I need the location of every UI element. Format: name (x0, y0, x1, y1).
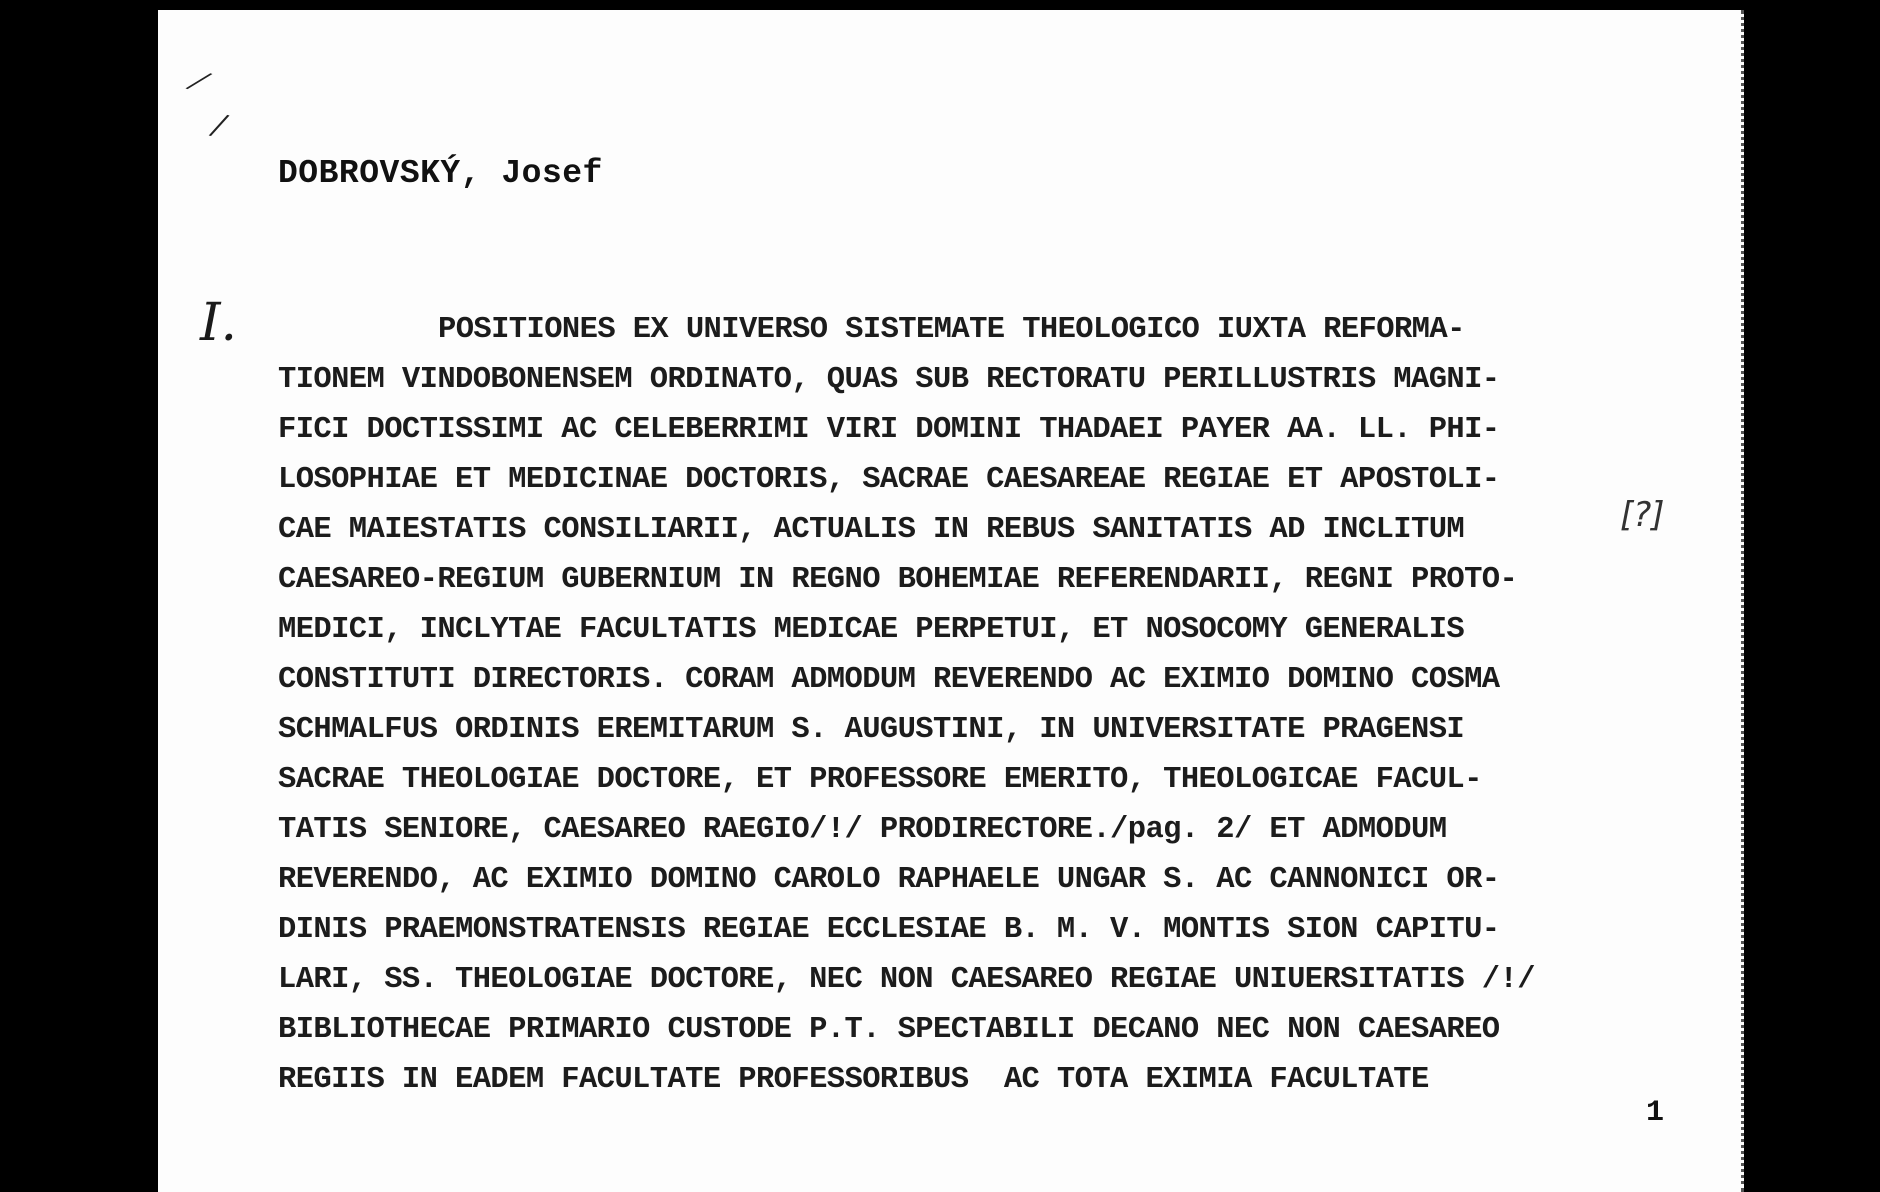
text-line: REVERENDO, AC EXIMIO DOMINO CAROLO RAPHAELE UNGAR S. AC CANNONICI OR- (278, 863, 1500, 897)
scan-edge-artifact (1737, 10, 1744, 1192)
text-line: MEDICI, INCLYTAE FACULTATIS MEDICAE PERPETUI, ET NOSOCOMY GENERALIS (278, 613, 1465, 647)
text-line: LARI, SS. THEOLOGIAE DOCTORE, NEC NON CAESAREO REGIAE UNIUERSITATIS /!/ (278, 963, 1535, 997)
text-line: TIONEM VINDOBONENSEM ORDINATO, QUAS SUB RECTORATU PERILLUSTRIS MAGNI- (278, 363, 1500, 397)
pencil-mark: ⁄ (190, 65, 207, 100)
text-line: CONSTITUTI DIRECTORIS. CORAM ADMODUM REVERENDO AC EXIMIO DOMINO COSMA (278, 663, 1500, 697)
author-heading: DOBROVSKÝ, Josef (278, 155, 603, 192)
text-line: DINIS PRAEMONSTRATENSIS REGIAE ECCLESIAE B. M. V. MONTIS SION CAPITU- (278, 913, 1500, 947)
text-line: CAE MAIESTATIS CONSILIARII, ACTUALIS IN REBUS SANITATIS AD INCLITUM (278, 513, 1465, 547)
margin-annotation: [?] (1620, 495, 1665, 535)
text-line: REGIIS IN EADEM FACULTATE PROFESSORIBUS AC TOTA EXIMIA FACULTATE (278, 1063, 1429, 1097)
pencil-mark-2: / (209, 107, 229, 144)
text-line: POSITIONES EX UNIVERSO SISTEMATE THEOLOGICO IUXTA REFORMA- (438, 313, 1465, 347)
text-line: FICI DOCTISSIMI AC CELEBERRIMI VIRI DOMINI THADAEI PAYER AA. LL. PHI- (278, 413, 1500, 447)
text-line: TATIS SENIORE, CAESAREO RAEGIO/!/ PRODIRECTORE./pag. 2/ ET ADMODUM (278, 813, 1447, 847)
document-page (158, 10, 1744, 1192)
text-line: SACRAE THEOLOGIAE DOCTORE, ET PROFESSORE EMERITO, THEOLOGICAE FACUL- (278, 763, 1482, 797)
section-numeral: I. (200, 293, 238, 353)
text-line: LOSOPHIAE ET MEDICINAE DOCTORIS, SACRAE CAESAREAE REGIAE ET APOSTOLI- (278, 463, 1500, 497)
page-number: 1 (1645, 1096, 1664, 1130)
text-line: SCHMALFUS ORDINIS EREMITARUM S. AUGUSTINI, IN UNIVERSITATE PRAGENSI (278, 713, 1465, 747)
body-text (278, 305, 1638, 1105)
text-line: CAESAREO-REGIUM GUBERNIUM IN REGNO BOHEMIAE REFERENDARII, REGNI PROTO- (278, 563, 1518, 597)
text-line: BIBLIOTHECAE PRIMARIO CUSTODE P.T. SPECTABILI DECANO NEC NON CAESAREO (278, 1013, 1500, 1047)
